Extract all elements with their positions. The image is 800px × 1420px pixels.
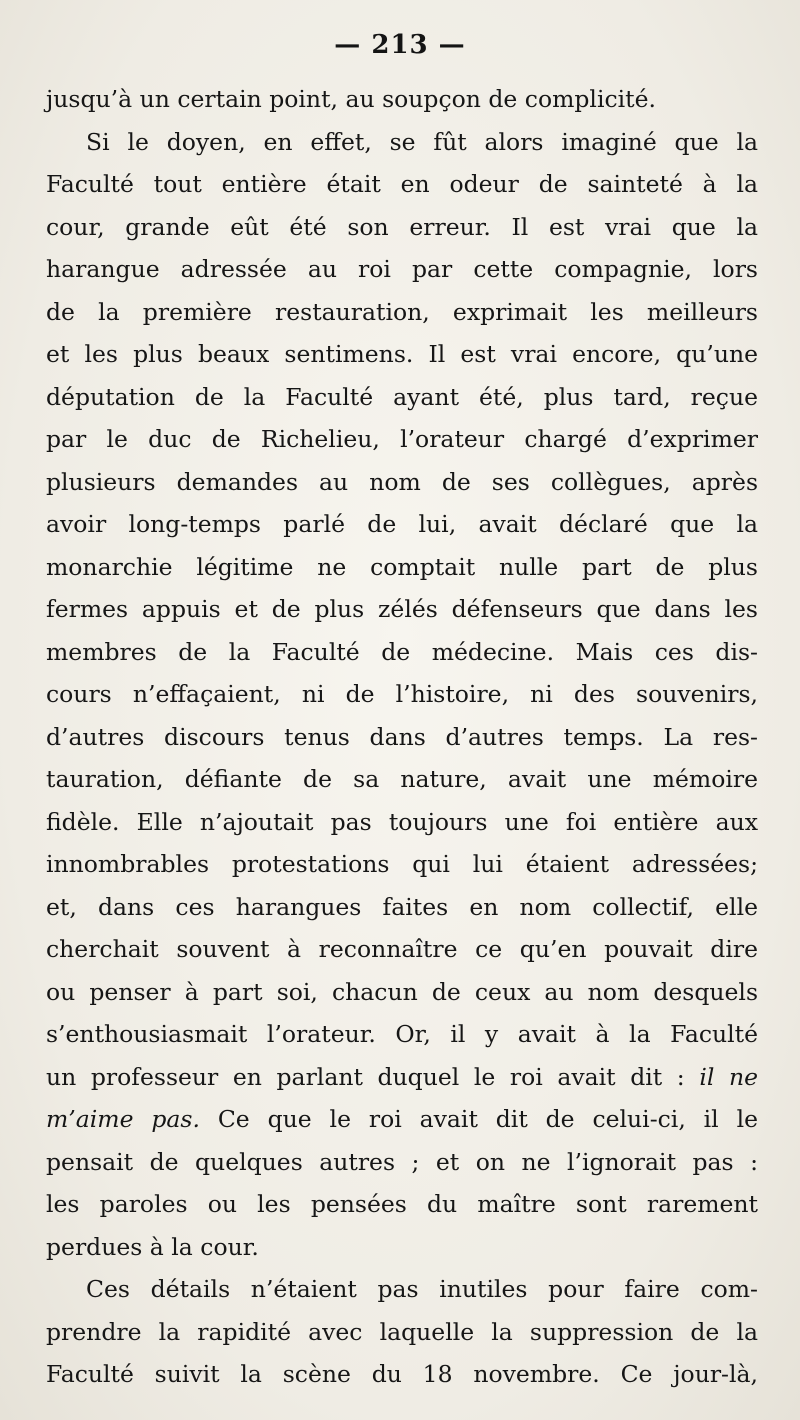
text-line bbox=[46, 121, 758, 164]
line-text: harangue adressée au roi par cette compagnie, lors bbox=[46, 255, 758, 283]
text-line bbox=[46, 1268, 758, 1311]
line-text: fidèle. Elle n’ajoutait pas toujours une foi entière aux bbox=[46, 807, 758, 836]
line-text: les paroles ou les pensées du maître sont rarement bbox=[46, 1190, 758, 1218]
line-text: Faculté tout entière était en odeur de sainteté à la bbox=[46, 170, 758, 198]
line-text: Ces détails n’étaient pas inutiles pour faire com- bbox=[86, 1275, 758, 1303]
line-text: députation de la Faculté ayant été, plus tard, reçue bbox=[46, 382, 758, 411]
line-text: prendre la rapidité avec laquelle la suppression de la bbox=[46, 1317, 758, 1346]
text-line bbox=[46, 1013, 758, 1056]
line-text: pensait de quelques autres ; et on ne l’ignorait pas : bbox=[46, 1147, 758, 1176]
italic-quote: il ne bbox=[699, 1062, 758, 1091]
text-line bbox=[46, 716, 758, 759]
text-line bbox=[46, 376, 758, 419]
text-line bbox=[46, 928, 758, 971]
line-text: monarchie légitime ne comptait nulle part de plus bbox=[46, 552, 758, 581]
line-text: membres de la Faculté de médecine. Mais ces dis- bbox=[46, 637, 758, 666]
text-line bbox=[46, 418, 758, 461]
text-line bbox=[46, 1056, 758, 1099]
text-line bbox=[46, 758, 758, 801]
text-line bbox=[46, 546, 758, 589]
line-text: perdues à la cour. bbox=[46, 1232, 259, 1261]
italic-quote: m’aime pas. bbox=[46, 1105, 200, 1133]
line-text: d’autres discours tenus dans d’autres temps. La res- bbox=[46, 722, 758, 751]
text-line bbox=[46, 971, 758, 1014]
line-text: un professeur en parlant duquel le roi avait dit : bbox=[46, 1062, 685, 1091]
line-text: plusieurs demandes au nom de ses collègues, après bbox=[46, 467, 758, 496]
text-line bbox=[46, 588, 758, 631]
line-text: de la première restauration, exprimait les meilleurs bbox=[46, 297, 758, 326]
text-line bbox=[46, 673, 758, 716]
line-text: et, dans ces harangues faites en nom collectif, elle bbox=[46, 892, 758, 921]
text-line bbox=[46, 163, 758, 206]
text-line bbox=[46, 248, 758, 291]
text-line bbox=[46, 631, 758, 674]
text-line bbox=[46, 1183, 758, 1226]
text-line bbox=[46, 1353, 758, 1396]
line-text: Si le doyen, en effet, se fût alors imaginé que la bbox=[86, 127, 758, 156]
text-line bbox=[46, 1226, 758, 1269]
text-line bbox=[46, 801, 758, 844]
text-line bbox=[46, 461, 758, 504]
line-text: cour, grande eût été son erreur. Il est vrai que la bbox=[46, 212, 758, 241]
line-text: ou penser à part soi, chacun de ceux au nom desquels bbox=[46, 977, 758, 1006]
text-line bbox=[46, 503, 758, 546]
text-line bbox=[46, 333, 758, 376]
line-text: par le duc de Richelieu, l’orateur chargé d’exprimer bbox=[46, 425, 758, 453]
text-line bbox=[46, 1311, 758, 1354]
line-text: innombrables protestations qui lui étaient adressées; bbox=[46, 850, 758, 878]
line-text: Ce que le roi avait dit de celui-ci, il le bbox=[217, 1105, 758, 1133]
text-line bbox=[46, 78, 758, 121]
line-text: s’enthousiasmait l’orateur. Or, il y avait à la Faculté bbox=[46, 1020, 758, 1048]
text-line bbox=[46, 291, 758, 334]
text-line bbox=[46, 886, 758, 929]
line-text: cours n’effaçaient, ni de l’histoire, ni des souvenirs, bbox=[46, 680, 758, 708]
body-text bbox=[46, 78, 758, 1396]
text-line bbox=[46, 843, 758, 886]
line-text: fermes appuis et de plus zélés défenseurs que dans les bbox=[46, 595, 758, 623]
line-text: Faculté suivit la scène du 18 novembre. Ce jour-là, bbox=[46, 1360, 758, 1388]
line-text: tauration, défiante de sa nature, avait une mémoire bbox=[46, 765, 758, 793]
page-number: — 213 — bbox=[334, 30, 466, 60]
line-text: jusqu’à un certain point, au soupçon de complicité. bbox=[46, 85, 656, 113]
line-text: cherchait souvent à reconnaître ce qu’en pouvait dire bbox=[46, 935, 758, 963]
text-line bbox=[46, 206, 758, 249]
line-text: et les plus beaux sentimens. Il est vrai encore, qu’une bbox=[46, 340, 758, 368]
text-line bbox=[46, 1098, 758, 1141]
text-line bbox=[46, 1141, 758, 1184]
line-text: avoir long-temps parlé de lui, avait déclaré que la bbox=[46, 510, 758, 538]
